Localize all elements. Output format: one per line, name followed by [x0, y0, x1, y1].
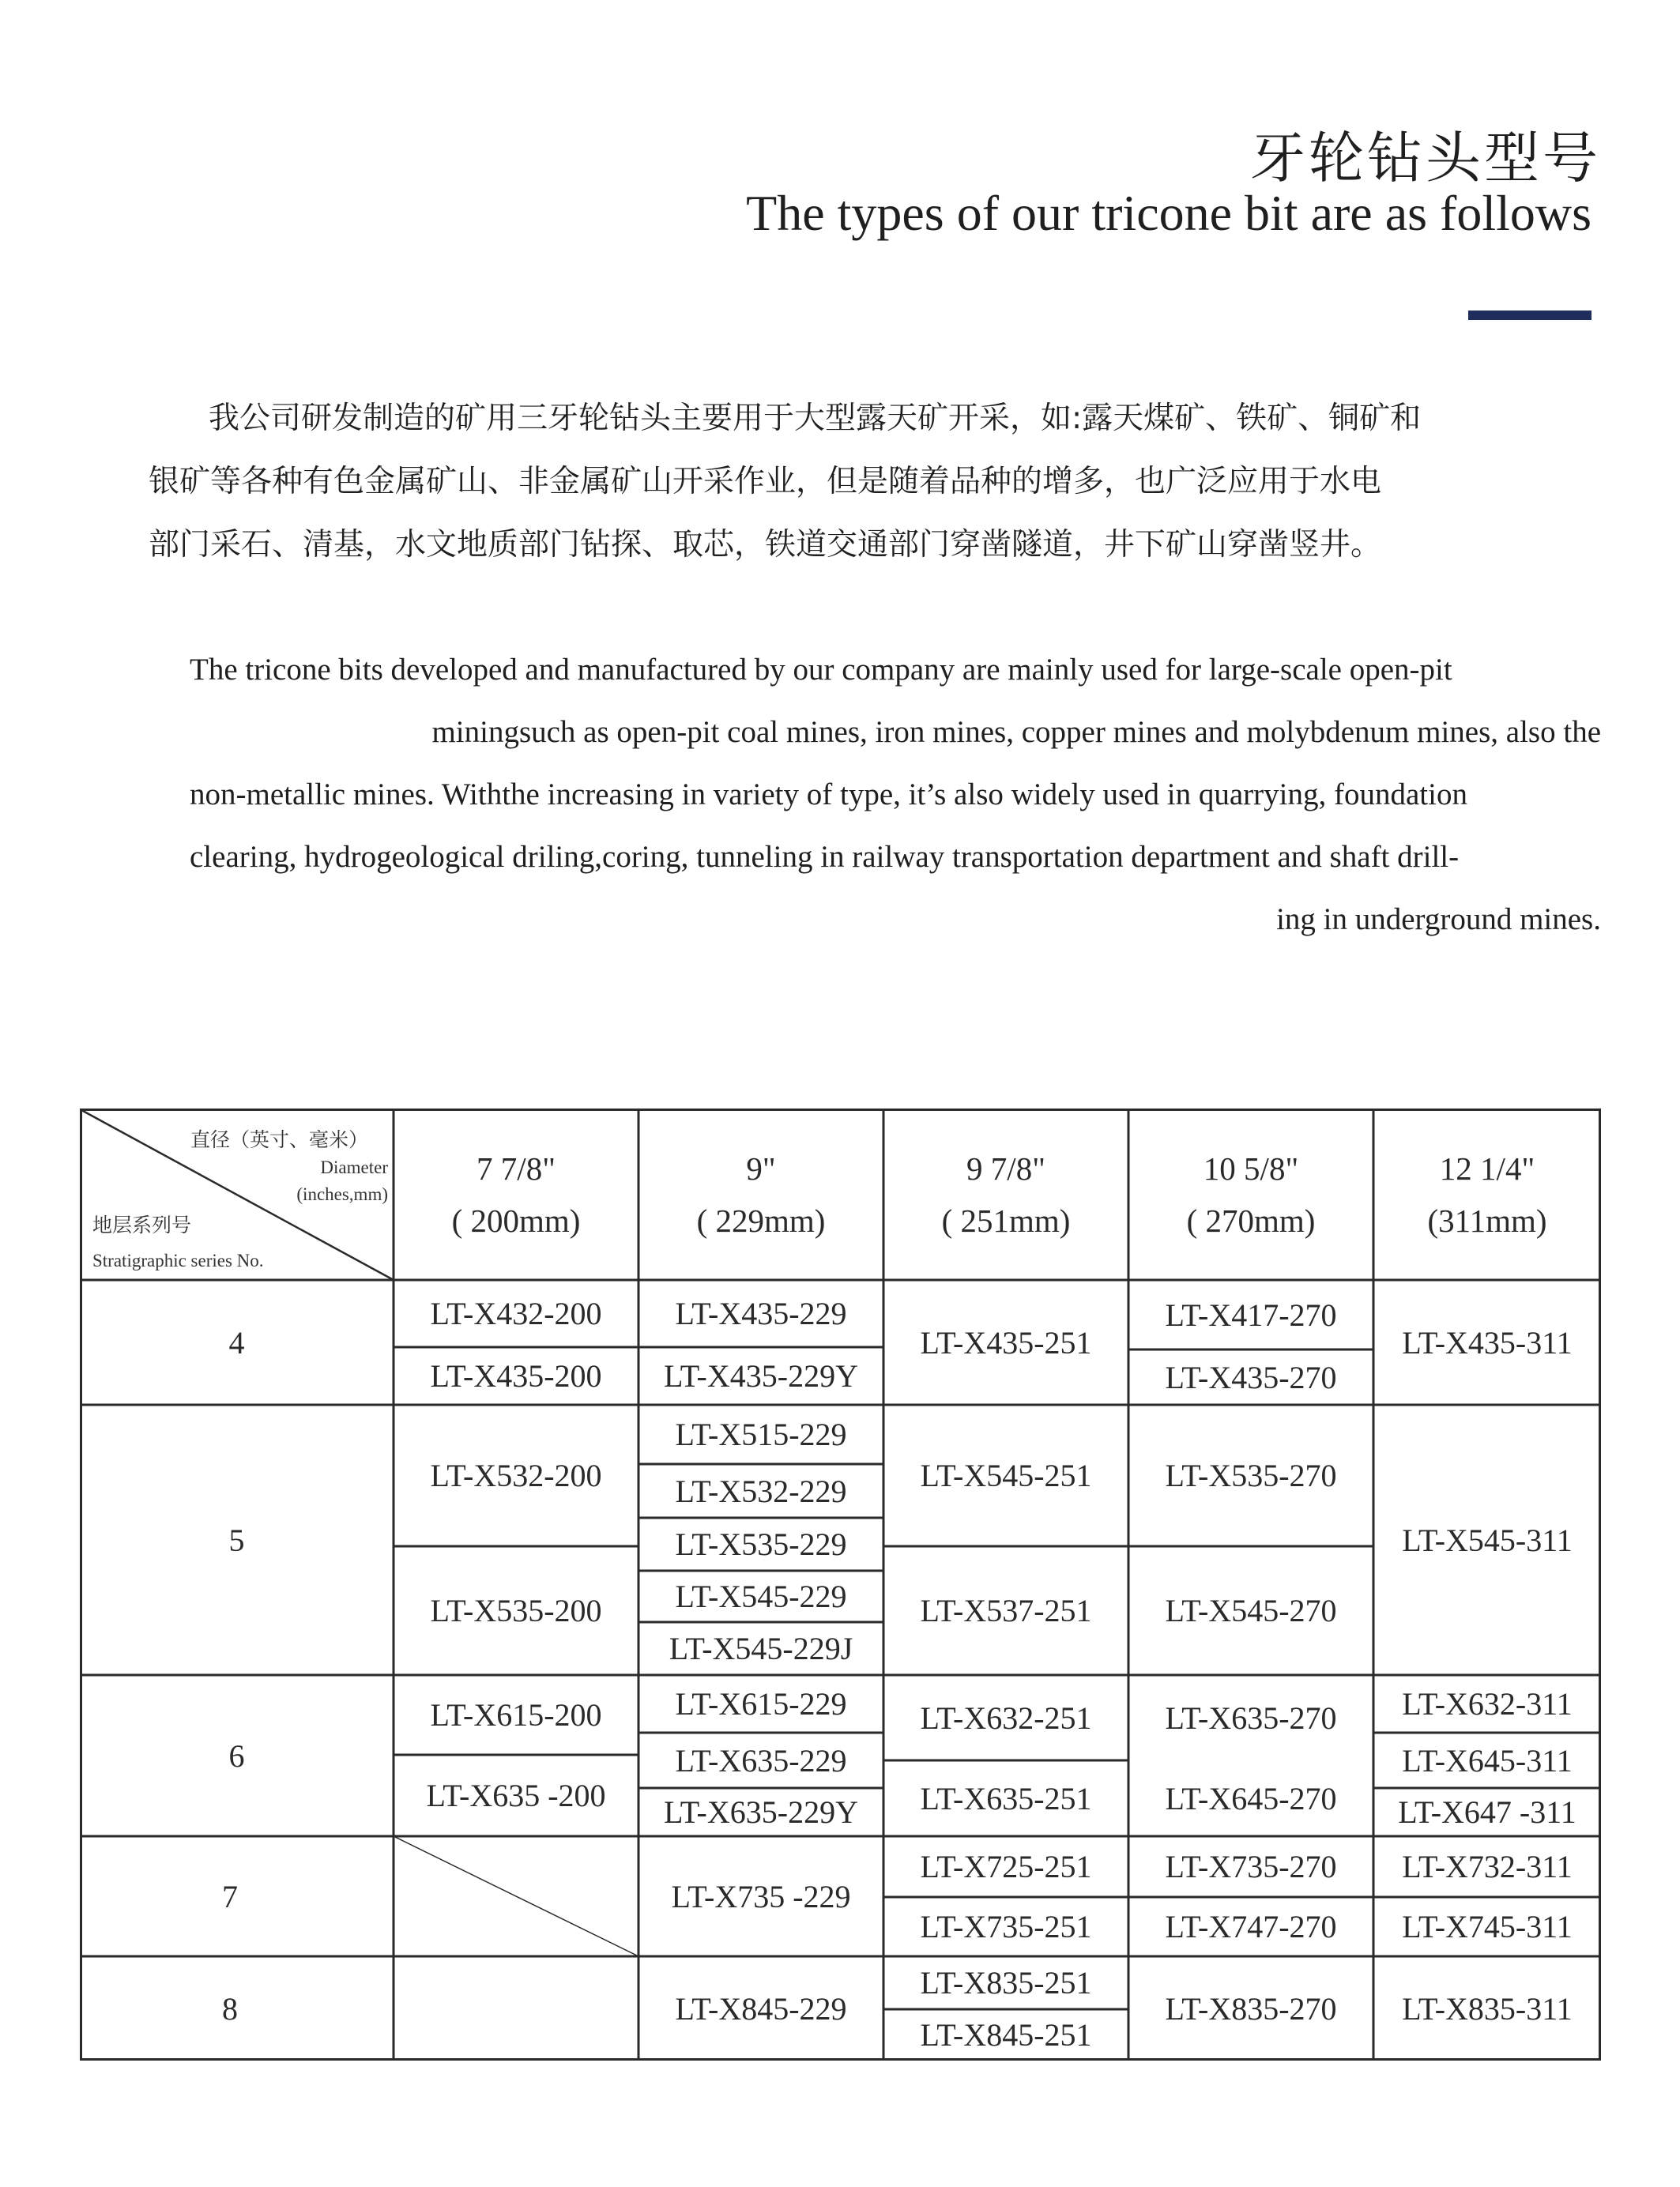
- corner-diameter-unit: (inches,mm): [296, 1184, 388, 1204]
- model-cell: LT-X435-251: [920, 1324, 1092, 1361]
- model-cell: LT-X535-270: [1165, 1458, 1337, 1493]
- model-cell: LT-X735-251: [920, 1909, 1092, 1944]
- model-cell: LT-X835-251: [920, 1965, 1092, 2001]
- model-cell: LT-X645-311: [1402, 1742, 1573, 1779]
- column-header-311: [1373, 1109, 1601, 1280]
- model-cell: LT-X835-270: [1165, 1990, 1337, 2027]
- column-header-mm: (311mm): [1427, 1202, 1547, 1239]
- intro-en-line: non-metallic mines. Withthe increasing in variety of type, it’s also widely used in quarrying, foundation: [190, 777, 1467, 811]
- model-cell: LT-X745-311: [1402, 1909, 1573, 1944]
- model-cell: LT-X615-229: [675, 1686, 847, 1722]
- model-cell: LT-X535-200: [430, 1593, 602, 1628]
- page-title-cn: 牙轮钻头型号: [1250, 125, 1601, 190]
- model-cell: LT-X545-229J: [669, 1631, 853, 1666]
- column-header-229: [638, 1109, 883, 1280]
- model-cell: LT-X647 -311: [1398, 1794, 1576, 1830]
- model-cell: LT-X545-311: [1402, 1522, 1573, 1558]
- model-cell: LT-X532-229: [675, 1473, 847, 1509]
- column-header-inch: 7 7/8": [477, 1150, 556, 1187]
- model-cell: LT-X635 -200: [426, 1778, 606, 1813]
- series-label-5: 5: [228, 1522, 245, 1558]
- series-label-8: 8: [222, 1990, 238, 2027]
- model-cell: LT-X845-229: [675, 1990, 847, 2027]
- model-cell: LT-X545-229: [675, 1579, 847, 1614]
- series-label-4: 4: [228, 1324, 245, 1361]
- model-cell: LT-X835-311: [1402, 1990, 1573, 2027]
- intro-paragraph-cn: [149, 387, 1601, 577]
- model-cell: LT-X632-251: [920, 1700, 1092, 1736]
- column-header-251: [883, 1109, 1128, 1280]
- series-label-7: 7: [222, 1878, 238, 1914]
- model-cell: LT-X845-251: [920, 2017, 1092, 2053]
- intro-en-line: ing in underground mines.: [1276, 902, 1601, 936]
- model-cell: LT-X735-270: [1165, 1849, 1337, 1884]
- model-cell: LT-X635-229: [675, 1742, 847, 1779]
- page-title-en: The types of our tricone bit are as follows: [746, 185, 1591, 241]
- column-header-200: [394, 1109, 638, 1280]
- column-header-mm: ( 229mm): [696, 1202, 826, 1239]
- model-cell: LT-X435-200: [430, 1358, 602, 1394]
- model-cell: LT-X435-229: [675, 1296, 847, 1331]
- column-header-270: [1128, 1109, 1373, 1280]
- model-cell: LT-X747-270: [1165, 1909, 1337, 1944]
- model-cell: LT-X535-229: [675, 1526, 847, 1562]
- column-header-mm: ( 270mm): [1186, 1202, 1316, 1239]
- title-accent-bar: [1468, 311, 1591, 320]
- model-cell: LT-X635-270: [1165, 1700, 1337, 1736]
- model-cell: LT-X532-200: [430, 1458, 602, 1493]
- model-cell: LT-X537-251: [920, 1593, 1092, 1628]
- column-header-inch: 12 1/4": [1439, 1150, 1535, 1187]
- model-cell: LT-X515-229: [675, 1417, 847, 1452]
- intro-en-line: miningsuch as open-pit coal mines, iron mines, copper mines and molybdenum mines, also the: [431, 715, 1601, 749]
- model-cell: LT-X432-200: [430, 1296, 602, 1331]
- corner-diameter-cn: 直径（英寸、毫米）: [190, 1128, 369, 1151]
- intro-paragraph-en: [190, 638, 1601, 950]
- model-cell: LT-X545-251: [920, 1458, 1092, 1493]
- series-label-6: 6: [228, 1737, 245, 1774]
- column-header-inch: 9": [746, 1150, 776, 1187]
- model-cell: LT-X435-270: [1165, 1359, 1337, 1395]
- model-cell: LT-X735 -229: [671, 1878, 851, 1914]
- intro-cn-line: 部门采石、清基，水文地质部门钻探、取芯，铁道交通部门穿凿隧道，井下矿山穿凿竖井。: [149, 527, 1382, 563]
- model-cell: LT-X417-270: [1165, 1297, 1337, 1333]
- model-cell: LT-X435-229Y: [664, 1358, 858, 1394]
- model-cell: LT-X645-270: [1165, 1780, 1337, 1816]
- tricone-bit-spec-table: [80, 1109, 1601, 2061]
- intro-en-line: The tricone bits developed and manufactured by our company are mainly used for large-scale open-pit: [190, 653, 1452, 687]
- intro-cn-line: 银矿等各种有色金属矿山、非金属矿山开采作业，但是随着品种的增多，也广泛应用于水电: [149, 464, 1382, 499]
- corner-series-cn: 地层系列号: [92, 1214, 192, 1237]
- model-cell: LT-X615-200: [430, 1697, 602, 1733]
- column-header-mm: ( 251mm): [941, 1202, 1071, 1239]
- model-cell: LT-X725-251: [920, 1849, 1092, 1884]
- model-cell: LT-X545-270: [1165, 1593, 1337, 1628]
- column-header-inch: 10 5/8": [1203, 1150, 1299, 1187]
- column-header-inch: 9 7/8": [966, 1150, 1045, 1187]
- corner-diameter-en: Diameter: [320, 1157, 388, 1177]
- model-cell: LT-X732-311: [1402, 1849, 1573, 1884]
- column-header-mm: ( 200mm): [451, 1202, 581, 1239]
- model-cell: LT-X435-311: [1402, 1324, 1573, 1361]
- corner-series-en: Stratigraphic series No.: [92, 1251, 264, 1270]
- model-cell: LT-X635-251: [920, 1780, 1092, 1816]
- intro-en-line: clearing, hydrogeological driling,coring, tunneling in railway transportation department and shaft drill-: [190, 840, 1460, 874]
- intro-cn-line: 我公司研发制造的矿用三牙轮钻头主要用于大型露天矿开采，如:露天煤矿、铁矿、铜矿和: [209, 401, 1422, 436]
- model-cell: LT-X632-311: [1402, 1686, 1573, 1722]
- model-cell: LT-X635-229Y: [664, 1794, 858, 1830]
